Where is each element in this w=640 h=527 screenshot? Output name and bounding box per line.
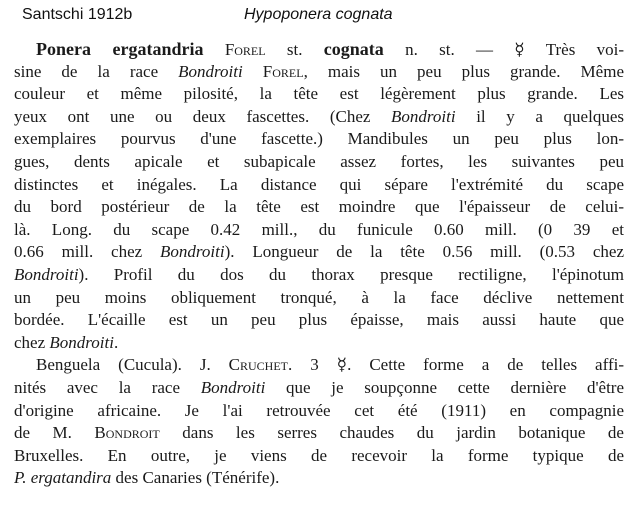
text-line: de M. Bondroit dans les serres chaudes du jardin botanique de (14, 423, 624, 443)
text-line: P. ergatandira des Canaries (Ténérife). (14, 468, 280, 488)
text-line: Bruxelles. En outre, je viens de recevoir la forme typique de (14, 445, 624, 465)
text-line: gues, dents apicale et subapicale assez fortes, les suivantes peu (14, 151, 624, 171)
collector-name: Cruchet (228, 355, 289, 375)
text-line: couleur et même pilosité, la tête est légèrement plus grande. Les (14, 84, 624, 104)
taxon-name: Hypoponera cognata (244, 6, 393, 23)
text-line: d'origine africaine. Je l'ai retrouvée cet été (1911) en compagnie (14, 400, 624, 420)
author-name: Forel (224, 40, 266, 59)
text-line: un peu moins obliquement tronqué, à la face déclive nettement (14, 287, 624, 307)
text-line: Ponera ergatandria Forel st. cognata n. st. — ☿ Très voi- (36, 39, 624, 59)
text-line: sine de la race Bondroiti Forel, mais un peu plus grande. Même (14, 61, 624, 81)
description-text (14, 38, 624, 490)
text-line: yeux ont une ou deux fascettes. (Chez Bondroiti il y a quelques (14, 106, 624, 126)
text-line: bordée. L'écaille est un peu plus épaisse, mais aussi haute que (14, 310, 624, 330)
text-line: là. Long. du scape 0.42 mill., du funicule 0.60 mill. (0 39 et (14, 219, 624, 239)
text-line: Bondroiti). Profil du dos du thorax presque rectiligne, l'épinotum (14, 264, 624, 284)
text-line: Benguela (Cucula). J. Cruchet. 3 ☿. Cette forme a de telles affi- (36, 355, 624, 375)
text-line: chez Bondroiti. (14, 332, 119, 352)
text-line: distinctes et inégales. La distance qui sépare l'extrémité du scape (14, 174, 624, 194)
text-line: exemplaires pourvus d'une fascette.) Mandibules un peu plus lon- (14, 129, 624, 149)
text-line: du bord postérieur de la tête est moindre que l'épaisseur de celui- (14, 197, 624, 217)
species-name: Ponera ergatandria (36, 39, 204, 59)
text-line: nités avec la race Bondroiti que je soupçonne cette dernière d'être (14, 377, 624, 397)
citation-reference: Santschi 1912b (22, 6, 133, 23)
text-line: 0.66 mill. chez Bondroiti). Longueur de la tête 0.56 mill. (0.53 chez (14, 242, 624, 262)
subspecies-name: cognata (323, 39, 384, 59)
page-header (22, 6, 622, 30)
